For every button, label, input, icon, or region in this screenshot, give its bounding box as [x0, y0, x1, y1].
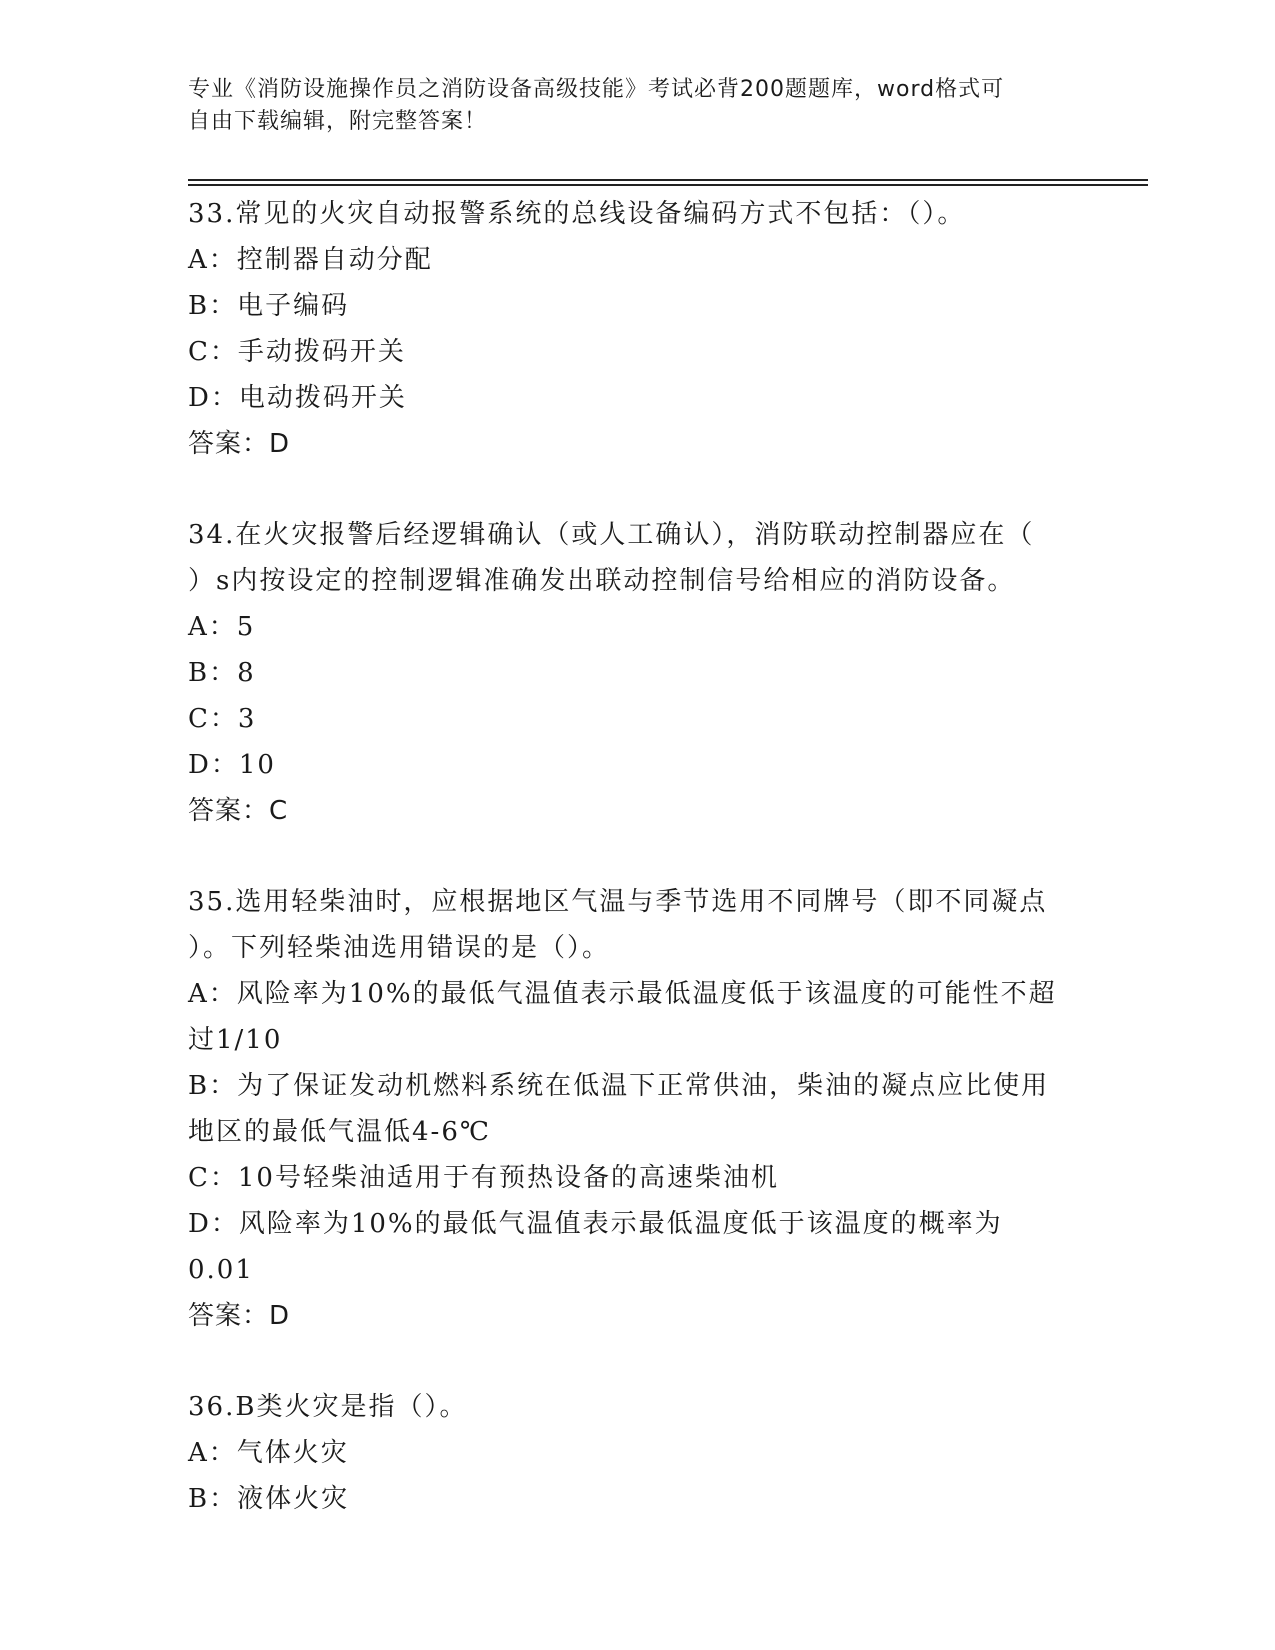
answer-line	[188, 421, 1068, 467]
question-stem: ）。下列轻柴油选用错误的是（）。	[188, 933, 611, 963]
option-line: D：风险率为10%的最低气温值表示最低温度低于该温度的概率为0.01	[188, 1209, 1003, 1285]
question-stem: 34.在火灾报警后经逻辑确认（或人工确认），消防联动控制器应在（	[188, 520, 1035, 550]
option-line: C：3	[188, 704, 257, 734]
answer-value: C	[269, 796, 289, 826]
option-line: B：为了保证发动机燃料系统在低温下正常供油，柴油的凝点应比使用	[188, 1071, 1050, 1101]
option-line: A：风险率为10%的最低气温值表示最低温度低于该温度的可能性不超	[188, 979, 1057, 1009]
option-line: D：10	[188, 750, 276, 780]
question-stem: 36.B类火灾是指（）。	[188, 1392, 468, 1422]
answer-line	[188, 788, 1068, 834]
question-list	[188, 191, 1068, 1567]
option-line: A：控制器自动分配	[188, 245, 433, 275]
question-block	[188, 879, 1068, 1339]
answer-label: 答案：	[188, 1301, 270, 1331]
option-line: A：气体火灾	[188, 1438, 349, 1468]
option-line: 地区的最低气温低4-6℃	[188, 1117, 491, 1147]
question-stem: 33.常见的火灾自动报警系统的总线设备编码方式不包括：（）。	[188, 199, 966, 229]
option-line: A：5	[188, 612, 256, 642]
header-line-2: 自由下载编辑，附完整答案！	[188, 109, 488, 134]
option-line: B：电子编码	[188, 291, 350, 321]
option-line: B：液体火灾	[188, 1484, 350, 1514]
question-block	[188, 191, 1068, 467]
option-line: 过1/10	[188, 1025, 283, 1055]
answer-label: 答案：	[188, 429, 270, 459]
option-line: C：10号轻柴油适用于有预热设备的高速柴油机	[188, 1163, 779, 1193]
answer-line	[188, 1293, 1068, 1339]
question-block	[188, 512, 1068, 834]
header-divider-top	[188, 179, 1148, 181]
question-stem: ）s内按设定的控制逻辑准确发出联动控制信号给相应的消防设备。	[188, 566, 1016, 596]
question-stem: 35.选用轻柴油时，应根据地区气温与季节选用不同牌号（即不同凝点	[188, 887, 1048, 917]
answer-value: D	[269, 1301, 291, 1331]
option-line: C：手动拨码开关	[188, 337, 406, 367]
option-line: B：8	[188, 658, 256, 688]
option-line: D：电动拨码开关	[188, 383, 407, 413]
answer-value: D	[269, 429, 291, 459]
question-block	[188, 1384, 1068, 1522]
answer-label: 答案：	[188, 796, 270, 826]
document-header	[188, 74, 1068, 138]
header-line-1: 专业《消防设施操作员之消防设备高级技能》考试必背200题题库，word格式可	[188, 77, 1005, 102]
header-divider-bottom	[188, 184, 1148, 186]
